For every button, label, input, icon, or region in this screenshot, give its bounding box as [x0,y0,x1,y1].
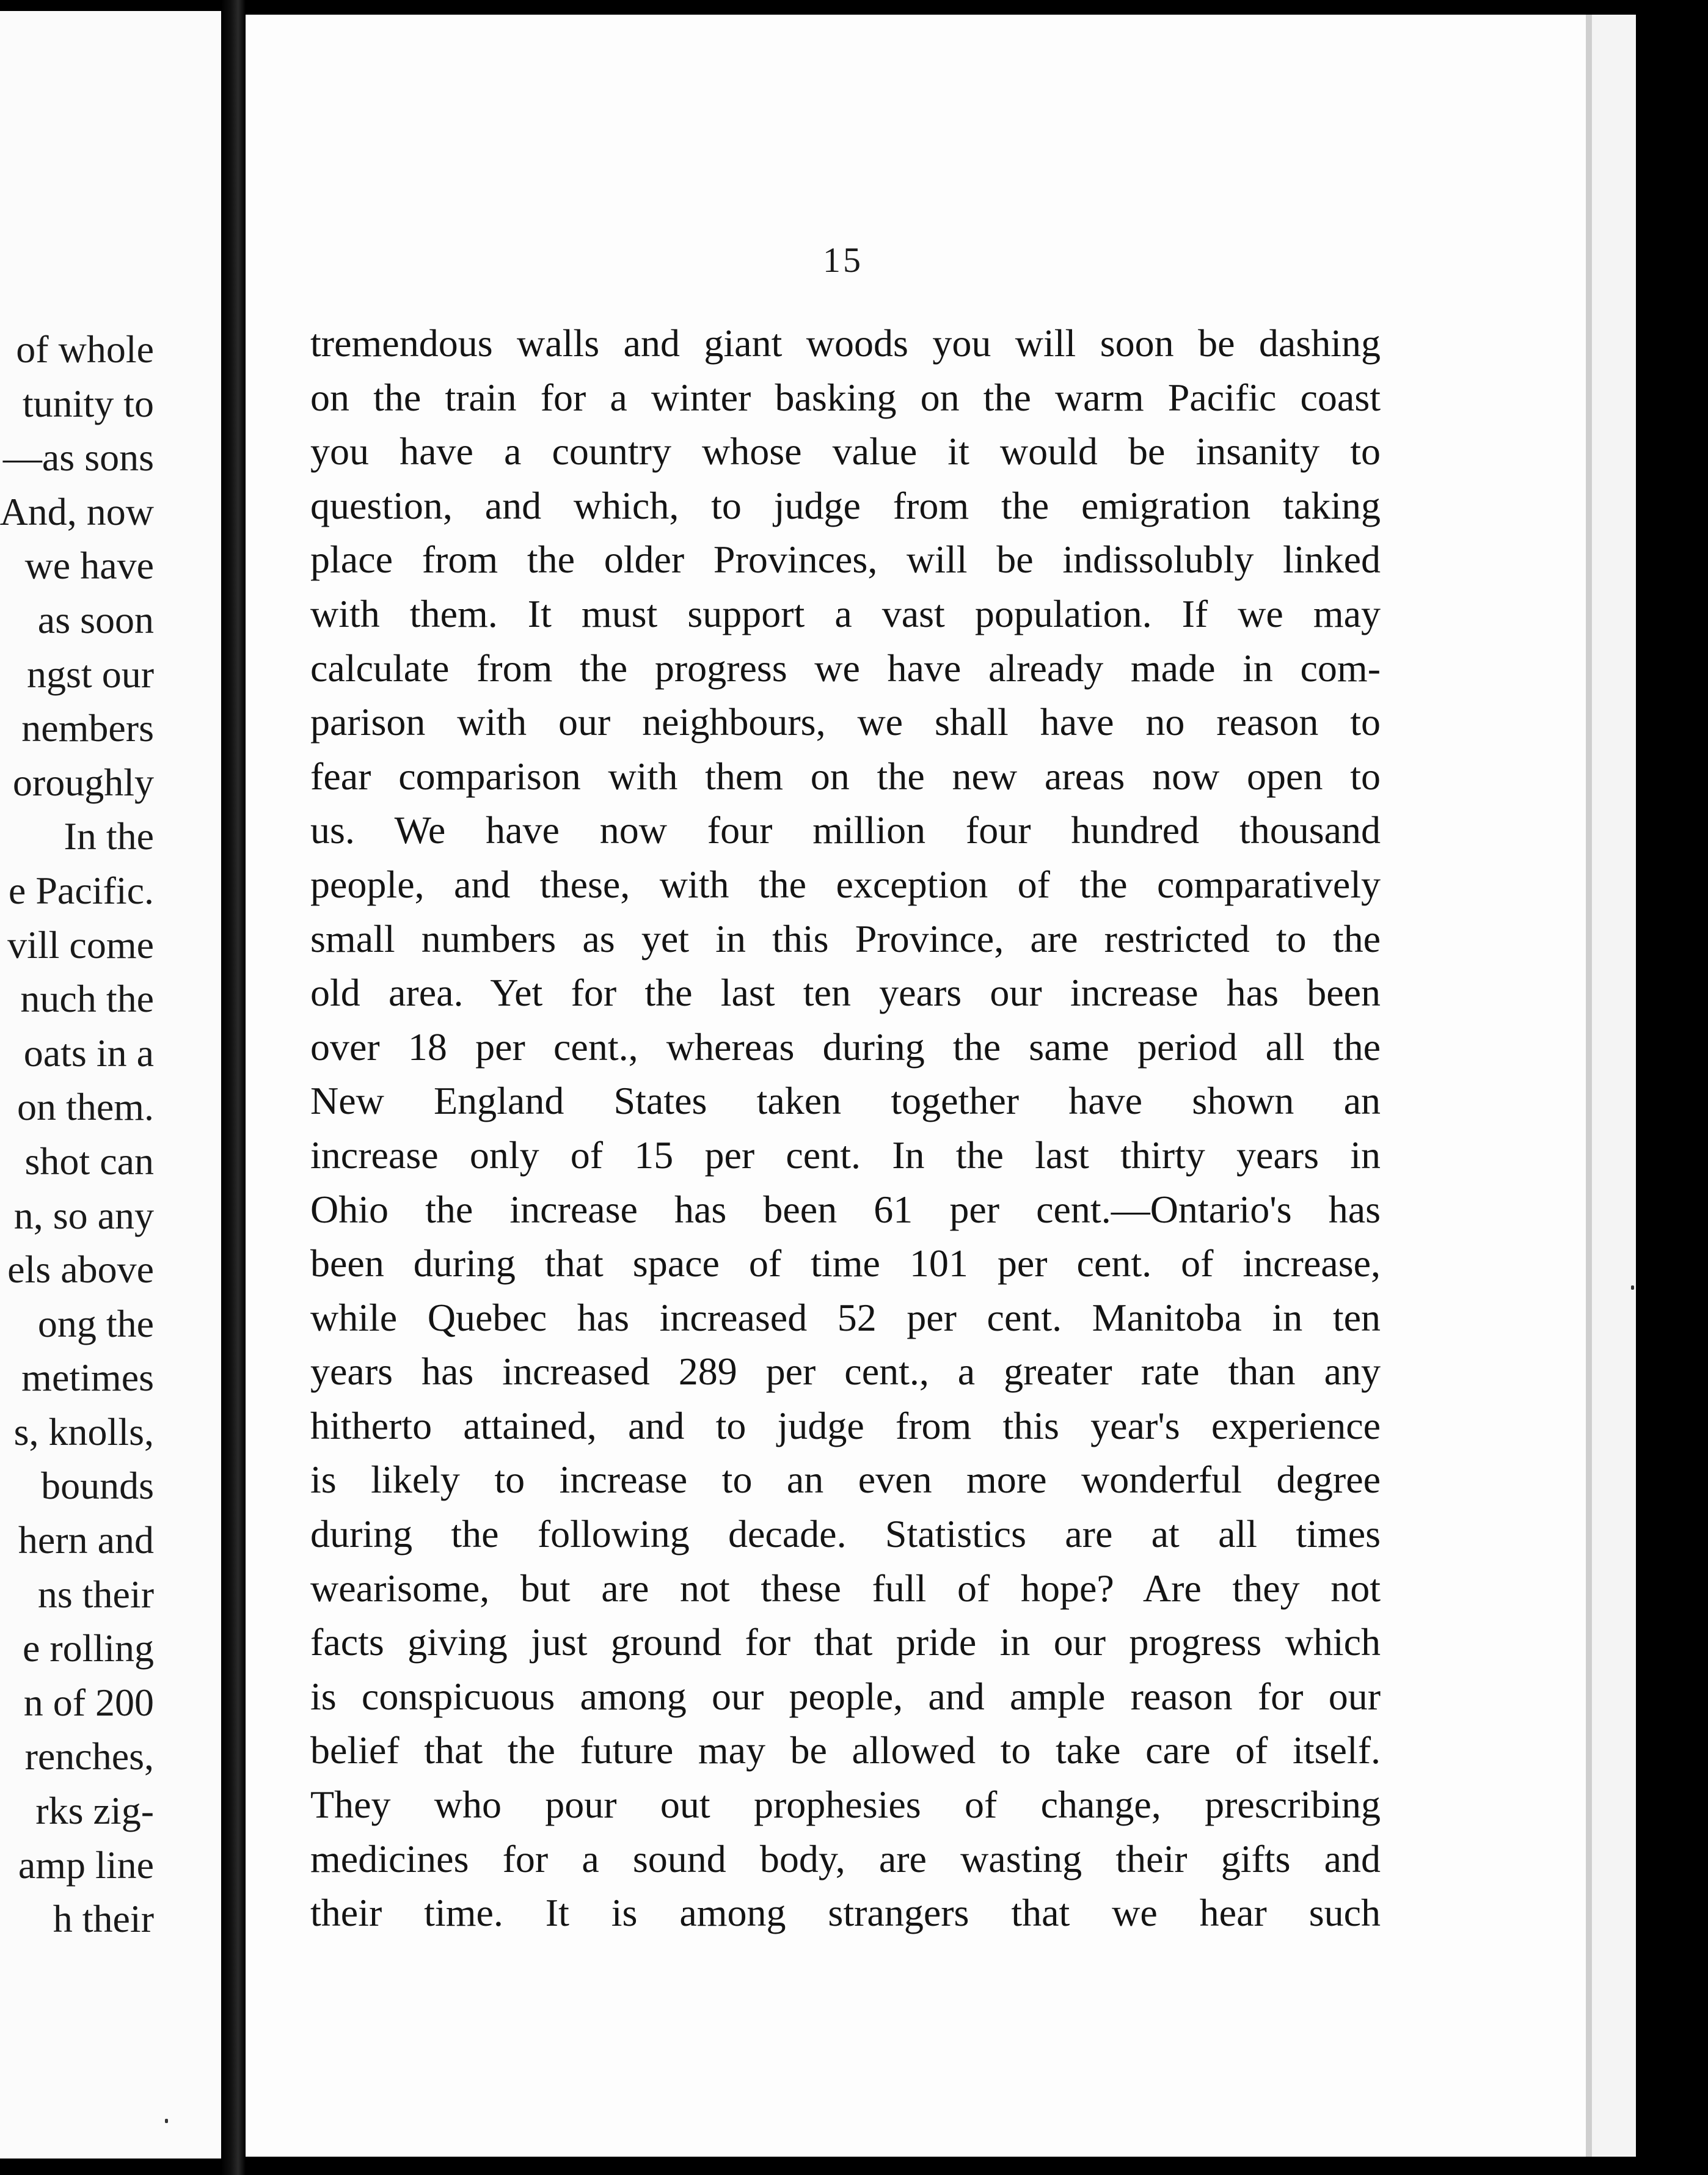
left-page-line: s, knolls, [13,1409,154,1453]
left-page-line: on them. [17,1085,154,1129]
text-line: belief that the future may be allowed to take care of itself. [310,1728,1381,1772]
text-line: us. We have now four million four hundred thousand [310,808,1381,852]
left-page-line: —as sons [2,436,154,480]
text-line: calculate from the progress we have already made in com- [310,646,1381,690]
left-page-line: ns their [37,1572,154,1616]
left-page-line: oroughly [12,760,154,804]
left-page-line: In the [64,814,154,858]
binding-gutter [221,0,246,2175]
text-line: wearisome, but are not these full of hope? Are they not [310,1566,1381,1610]
left-page-line: n, so any [13,1193,154,1237]
text-line: hitherto attained, and to judge from this year's experience [310,1403,1381,1447]
left-page-line: And, now [0,489,154,533]
text-line: small numbers as yet in this Province, are restricted to the [310,916,1381,960]
left-page-line: rks zig- [35,1789,154,1833]
back-page-edge [1592,15,1636,2157]
text-line: years has increased 289 per cent., a greater rate than any [310,1350,1381,1394]
left-page-line: bounds [41,1464,154,1508]
left-page-line: as soon [37,598,154,642]
text-line: place from the older Provinces, will be indissolubly linked [310,538,1381,582]
left-page-line: n of 200 [23,1680,154,1724]
left-page-line: els above [7,1248,154,1292]
left-page-line: vill come [7,923,154,967]
left-page-line: we have [24,544,154,588]
left-page-line: e Pacific. [8,868,154,912]
page-number: 15 [823,240,863,280]
left-facing-page [0,11,221,2159]
body-text [310,316,1381,1940]
left-page-line: nuch the [20,977,154,1021]
left-page-line: renches, [24,1735,154,1778]
text-line: increase only of 15 per cent. In the last thirty years in [310,1133,1381,1177]
text-line: old area. Yet for the last ten years our increase has been [310,971,1381,1015]
text-line: on the train for a winter basking on the warm Pacific coast [310,375,1381,419]
text-line: parison with our neighbours, we shall have no reason to [310,700,1381,744]
text-line: with them. It must support a vast population. If we may [310,591,1381,635]
text-line: is conspicuous among our people, and ample reason for our [310,1674,1381,1718]
left-page-line: shot can [24,1139,154,1183]
left-page-line: metimes [21,1356,154,1400]
text-line: is likely to increase to an even more wonderful degree [310,1458,1381,1502]
text-line: during the following decade. Statistics are at all times [310,1512,1381,1556]
left-page-line: ngst our [27,652,154,696]
left-page-line: nembers [21,706,154,750]
text-line: fear comparison with them on the new areas now open to [310,754,1381,798]
text-line: been during that space of time 101 per cent. of increase, [310,1241,1381,1285]
speck-mark [165,2119,168,2123]
text-line: tremendous walls and giant woods you will soon be dashing [310,321,1381,365]
speck-mark [1631,1285,1634,1290]
left-page-line: of whole [16,327,154,371]
left-page-line: oats in a [23,1031,154,1075]
text-line: Ohio the increase has been 61 per cent.—Ontario's has [310,1187,1381,1231]
left-page-line: e rolling [22,1626,154,1670]
text-line: question, and which, to judge from the emigration taking [310,483,1381,527]
page-edge [1586,15,1592,2157]
text-line: their time. It is among strangers that we hear such [310,1891,1381,1935]
left-page-text [0,323,154,1947]
text-line: you have a country whose value it would be insanity to [310,430,1381,473]
text-line: medicines for a sound body, are wasting their gifts and [310,1837,1381,1881]
text-line: while Quebec has increased 52 per cent. Manitoba in ten [310,1295,1381,1339]
left-page-line: hern and [18,1518,154,1562]
text-line: over 18 per cent., whereas during the same period all the [310,1025,1381,1069]
left-page-line: tunity to [22,381,154,425]
left-page-line: h their [53,1897,154,1941]
text-line: facts giving just ground for that pride in our progress which [310,1620,1381,1664]
left-page-line: amp line [18,1843,154,1887]
text-line: people, and these, with the exception of the comparatively [310,862,1381,906]
text-line: New England States taken together have shown an [310,1079,1381,1123]
left-page-line: ong the [37,1301,154,1345]
text-line: They who pour out prophesies of change, prescribing [310,1783,1381,1827]
